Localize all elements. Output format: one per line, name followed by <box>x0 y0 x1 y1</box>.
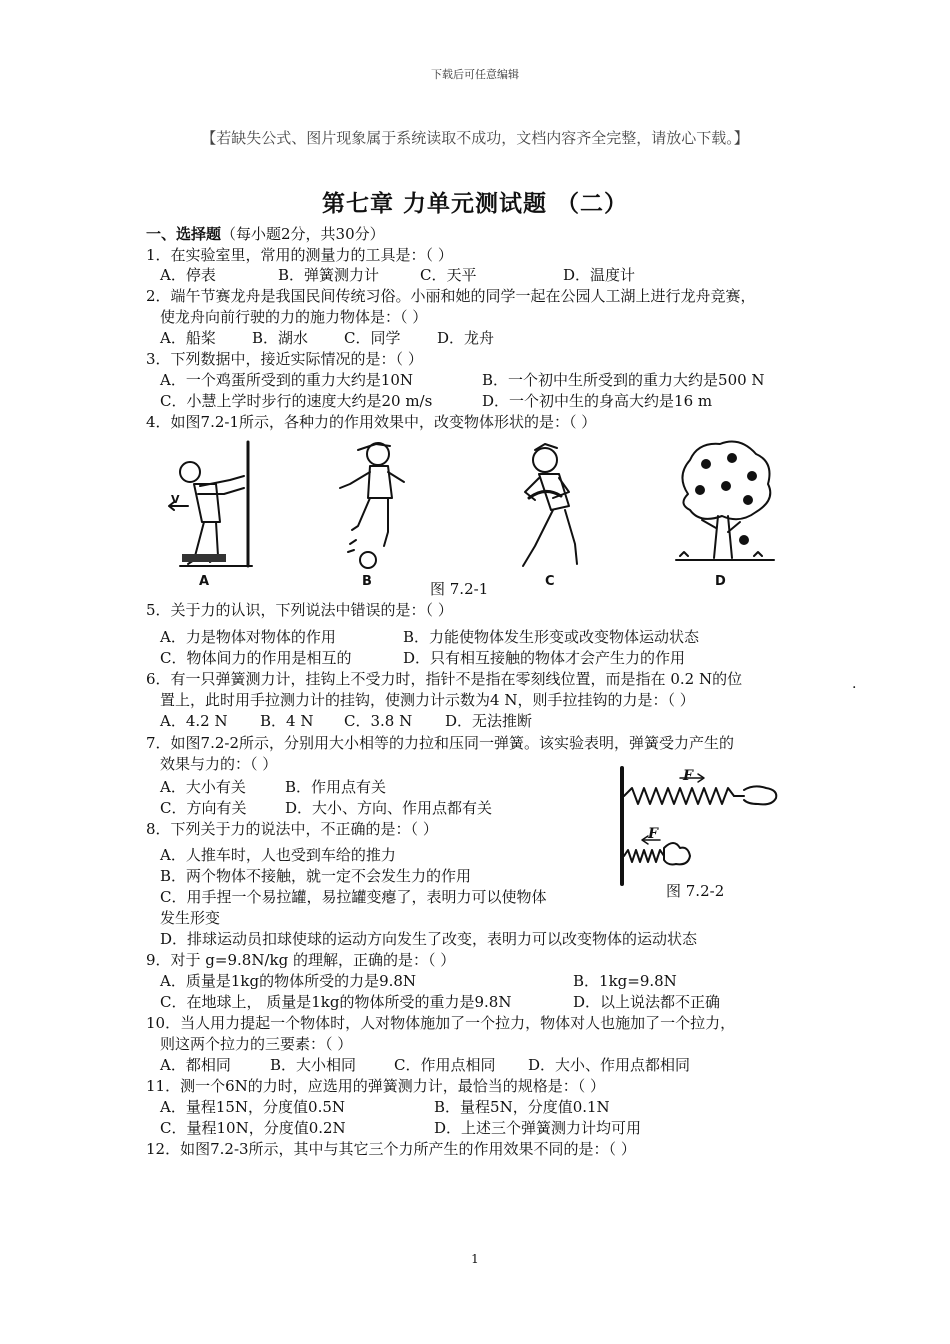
q6-stem-line2: 置上，此时用手拉测力计的挂钩，使测力计示数为4 N，则手拉挂钩的力是：（ ） <box>160 691 695 709</box>
q11-option-a: A．量程15N，分度值0.5N <box>160 1098 346 1116</box>
q9-option-b: B．1kg=9.8N <box>573 972 677 990</box>
q10-option-d: D．大小、作用点都相同 <box>528 1056 691 1074</box>
figure-c-bend-rod <box>523 444 577 566</box>
q11-option-d: D．上述三个弹簧测力计均可用 <box>434 1119 642 1137</box>
q12-stem: 12．如图7.2-3所示，其中与其它三个力所产生的作用效果不同的是：（ ） <box>146 1140 636 1158</box>
section-note: （每小题2分，共30分） <box>221 225 385 243</box>
q10-option-b: B．大小相同 <box>270 1056 357 1074</box>
figure-label-c: C <box>545 574 555 589</box>
q1-option-c: C．天平 <box>420 266 477 284</box>
q1-option-a: A．停表 <box>160 266 216 284</box>
figure-7-2-1-caption: 图 7.2-1 <box>430 580 489 598</box>
q2-option-d: D．龙舟 <box>437 329 495 347</box>
q9-option-c: C．在地球上， 质量是1kg的物体所受的重力是9.8N <box>160 993 512 1011</box>
q7-stem-line2: 效果与力的：（ ） <box>160 755 278 773</box>
q5-option-a: A．力是物体对物体的作用 <box>160 628 336 646</box>
q3-option-d: D．一个初中生的身高大约是16 m <box>482 392 713 410</box>
q6-option-a: A．4.2 N <box>160 712 228 730</box>
figure-7-2-2-caption: 图 7.2-2 <box>666 882 725 900</box>
figure-label-d: D <box>715 574 726 589</box>
download-notice: 【若缺失公式、图片现象属于系统读取不成功，文档内容齐全完整，请放心下载。】 <box>201 129 749 147</box>
q5-option-d: D．只有相互接触的物体才会产生力的作用 <box>403 649 686 667</box>
q8-stem: 8．下列关于力的说法中，不正确的是：（ ） <box>146 820 438 838</box>
figure-d-apple-tree <box>676 442 774 560</box>
page-header-note: 下载后可任意编辑 <box>431 68 519 81</box>
stretched-spring <box>624 788 734 804</box>
q11-option-b: B．量程5N，分度值0.1N <box>434 1098 610 1116</box>
page-number: 1 <box>471 1252 479 1266</box>
q6-option-d: D．无法推断 <box>445 712 533 730</box>
q10-option-a: A．都相同 <box>160 1056 231 1074</box>
q10-option-c: C．作用点相同 <box>394 1056 496 1074</box>
q9-stem: 9．对于 g=9.8N/kg 的理解，正确的是：（ ） <box>146 951 456 969</box>
q5-stem: 5．关于力的认识，下列说法中错误的是：（ ） <box>146 601 453 619</box>
q1-option-d: D．温度计 <box>563 266 636 284</box>
q5-option-c: C．物体间力的作用是相互的 <box>160 649 352 667</box>
section-heading <box>146 224 385 244</box>
q7-option-d: D．大小、方向、作用点都有关 <box>285 799 493 817</box>
stray-mark: . <box>852 676 857 692</box>
compressed-spring <box>624 850 664 862</box>
pulling-hand <box>744 786 776 804</box>
q5-option-b: B．力能使物体发生形变或改变物体运动状态 <box>403 628 700 646</box>
figure-a-wall-push <box>169 442 252 566</box>
q9-option-d: D．以上说法都不正确 <box>573 993 721 1011</box>
figure-7-2-1 <box>160 436 780 596</box>
q8-option-b: B．两个物体不接触，就一定不会发生力的作用 <box>160 867 472 885</box>
q1-stem: 1．在实验室里，常用的测量力的工具是：（ ） <box>146 246 453 264</box>
figure-7-2-2 <box>614 764 784 888</box>
figure-label-b: B <box>362 574 372 589</box>
q9-option-a: A．质量是1kg的物体所受的力是9.8N <box>160 972 417 990</box>
figure-a-velocity-label: V <box>171 493 180 506</box>
q11-option-c: C．量程10N，分度值0.2N <box>160 1119 346 1137</box>
q2-option-c: C．同学 <box>344 329 401 347</box>
q3-stem: 3．下列数据中，接近实际情况的是：（ ） <box>146 350 423 368</box>
q6-option-b: B．4 N <box>260 712 314 730</box>
q1-option-b: B．弹簧测力计 <box>278 266 380 284</box>
document-title: 第七章 力单元测试题 （二） <box>321 190 628 217</box>
q8-option-d: D．排球运动员扣球使球的运动方向发生了改变，表明力可以改变物体的运动状态 <box>160 930 698 948</box>
force-label-bottom: F <box>648 826 658 842</box>
q2-option-b: B．湖水 <box>252 329 309 347</box>
q3-option-c: C．小慧上学时步行的速度大约是20 m/s <box>160 392 433 410</box>
figure-b-kick-ball <box>340 443 404 568</box>
section-title: 一、选择题 <box>146 225 222 243</box>
q3-option-b: B．一个初中生所受到的重力大约是500 N <box>482 371 765 389</box>
q8-option-c-cont: 发生形变 <box>160 909 221 927</box>
q3-option-a: A．一个鸡蛋所受到的重力大约是10N <box>160 371 414 389</box>
q6-option-c: C．3.8 N <box>344 712 413 730</box>
q4-stem: 4．如图7.2-1所示，各种力的作用效果中，改变物体形状的是：（ ） <box>146 413 597 431</box>
q10-stem-line1: 10．当人用力提起一个物体时，人对物体施加了一个拉力，物体对人也施加了一个拉力， <box>146 1014 736 1032</box>
q2-stem-line1: 2．端午节赛龙舟是我国民间传统习俗。小丽和她的同学一起在公园人工湖上进行龙舟竞赛， <box>146 287 756 305</box>
q7-option-c: C．方向有关 <box>160 799 247 817</box>
figure-label-a: A <box>199 574 210 589</box>
q7-stem-line1: 7．如图7.2-2所示，分别用大小相等的力拉和压同一弹簧。该实验表明，弹簧受力产生的 <box>146 734 735 752</box>
q2-stem-line2: 使龙舟向前行驶的力的施力物体是：（ ） <box>160 308 428 326</box>
q8-option-a: A．人推车时，人也受到车给的推力 <box>160 846 396 864</box>
q2-option-a: A．船桨 <box>160 329 216 347</box>
q6-stem-line1: 6．有一只弹簧测力计，挂钩上不受力时，指针不是指在零刻线位置，而是指在 0.2 N的位 <box>146 670 743 688</box>
q11-stem: 11．测一个6N的力时，应选用的弹簧测力计，最恰当的规格是：（ ） <box>146 1077 606 1095</box>
q10-stem-line2: 则这两个拉力的三要素：（ ） <box>160 1035 353 1053</box>
q7-option-a: A．大小有关 <box>160 778 246 796</box>
q8-option-c: C．用手捏一个易拉罐，易拉罐变瘪了，表明力可以使物体 <box>160 888 547 906</box>
q7-option-b: B．作用点有关 <box>285 778 387 796</box>
pushing-hand <box>664 843 690 865</box>
force-label-top: F <box>683 768 693 784</box>
